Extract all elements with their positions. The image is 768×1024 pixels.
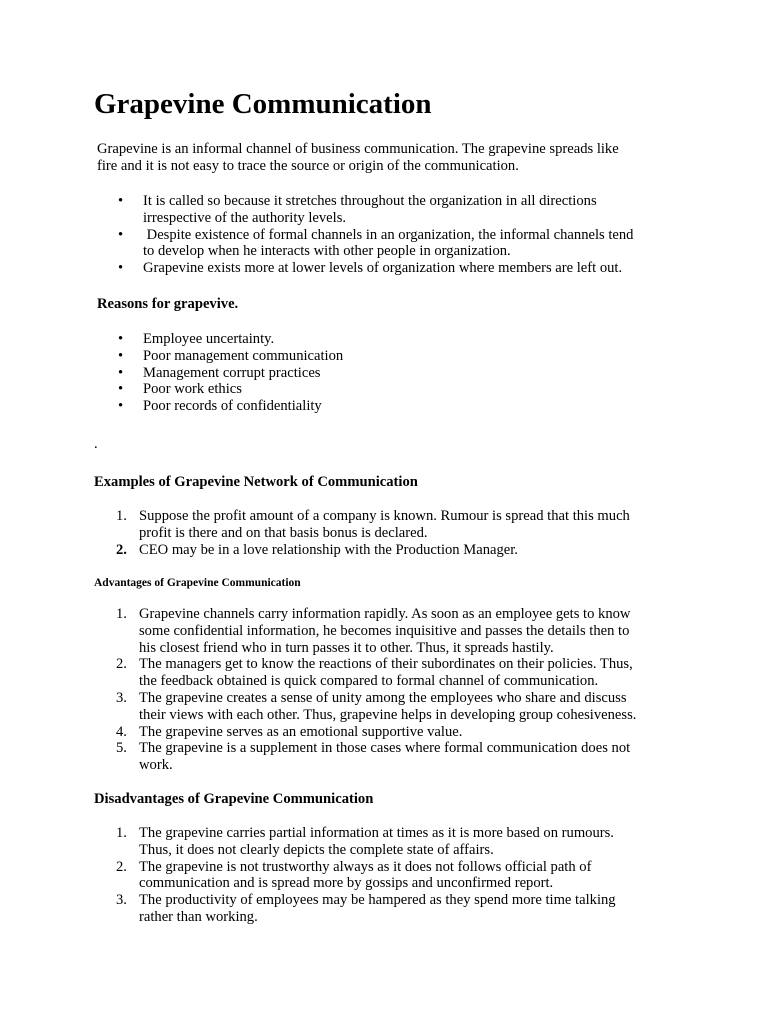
list-item-text: Management corrupt practices: [143, 364, 321, 381]
list-item-text: Poor work ethics: [143, 381, 242, 398]
advantages-heading: Advantages of Grapevine Communication: [94, 577, 301, 589]
bullet-icon: •: [118, 381, 124, 398]
list-item: [0, 690, 760, 724]
intro-line: Grapevine is an informal channel of business communication. The grapevine spreads like: [97, 141, 619, 157]
list-item: [0, 331, 760, 348]
list-item-text: profit is there and on that basis bonus is declared.: [139, 524, 428, 541]
list-item: [0, 260, 760, 277]
list-item-text: irrespective of the authority levels.: [143, 209, 347, 226]
list-item-text: The grapevine is a supplement in those cases where formal communication does not: [139, 740, 631, 757]
list-item-text: Employee uncertainty.: [143, 331, 275, 347]
list-item: [0, 724, 760, 741]
list-item-text: The productivity of employees may be hampered as they spend more time talking: [139, 892, 616, 909]
list-item: [0, 892, 760, 926]
intro-bullet-list: [0, 193, 760, 277]
list-item-text: The managers get to know the reactions of their subordinates on their policies. Thus,: [139, 656, 633, 673]
bullet-icon: •: [118, 260, 124, 277]
list-item: [0, 365, 760, 382]
list-item-text: CEO may be in a love relationship with the Production Manager.: [139, 541, 518, 558]
disadvantages-list: [0, 825, 760, 926]
list-item-text: their views with each other. Thus, grapevine helps in developing group cohesiveness.: [139, 706, 637, 723]
list-item-text: communication and is spread more by gossips and unconfirmed report.: [139, 875, 554, 892]
advantages-list: [0, 606, 760, 774]
list-number: 4.: [116, 723, 127, 740]
list-number: 2.: [116, 656, 127, 673]
list-item-text: to develop when he interacts with other people in organization.: [143, 243, 511, 260]
list-item-text: The grapevine serves as an emotional supportive value.: [139, 723, 463, 740]
list-item: [0, 508, 760, 542]
bullet-icon: •: [118, 193, 124, 209]
list-item-text: Despite existence of formal channels in an organization, the informal channels tend: [143, 226, 634, 243]
reasons-list: [0, 331, 760, 415]
list-item-text: Poor records of confidentiality: [143, 398, 322, 415]
list-item-text: Thus, it does not clearly depicts the complete state of affairs.: [139, 841, 494, 858]
list-number: 2.: [116, 541, 127, 558]
list-number: 3.: [116, 689, 127, 706]
list-item: [0, 227, 760, 261]
bullet-icon: •: [118, 347, 124, 364]
bullet-icon: •: [118, 226, 124, 243]
examples-list: [0, 508, 760, 558]
list-item: [0, 656, 760, 690]
list-item-text: work.: [139, 757, 173, 774]
list-item-text: The grapevine carries partial information at times as it is more based on rumours.: [139, 825, 614, 841]
list-item-text: some confidential information, he becomes inquisitive and passes the details then to: [139, 622, 630, 639]
intro-line: fire and it is not easy to trace the source or origin of the communication.: [97, 157, 519, 174]
reasons-heading: Reasons for grapevive.: [97, 296, 239, 312]
intro-paragraph: [97, 141, 687, 175]
stray-dot: .: [94, 436, 98, 452]
list-item-text: his closest friend who in turn passes it to other. Thus, it spreads hastily.: [139, 639, 554, 656]
examples-heading: Examples of Grapevine Network of Communication: [94, 474, 418, 490]
bullet-icon: •: [118, 331, 124, 347]
disadvantages-heading: Disadvantages of Grapevine Communication: [94, 791, 374, 807]
bullet-icon: •: [118, 364, 124, 381]
list-number: 1.: [116, 825, 127, 841]
list-item-text: the feedback obtained is quick compared to formal channel of communication.: [139, 673, 599, 690]
list-number: 5.: [116, 740, 127, 757]
list-number: 2.: [116, 858, 127, 875]
list-number: 1.: [116, 606, 127, 622]
list-item: [0, 348, 760, 365]
list-item: [0, 542, 760, 559]
list-item: [0, 740, 760, 774]
list-item-text: The grapevine creates a sense of unity among the employees who share and discuss: [139, 689, 627, 706]
list-item-text: Grapevine channels carry information rapidly. As soon as an employee gets to know: [139, 606, 631, 622]
list-item-text: It is called so because it stretches throughout the organization in all directions: [143, 193, 597, 209]
list-item-text: rather than working.: [139, 908, 258, 925]
list-item: [0, 193, 760, 227]
list-item: [0, 398, 760, 415]
list-item: [0, 825, 760, 859]
bullet-icon: •: [118, 398, 124, 415]
list-item-text: Suppose the profit amount of a company is known. Rumour is spread that this much: [139, 508, 630, 524]
page-title: Grapevine Communication: [94, 88, 432, 120]
list-item: [0, 606, 760, 656]
list-number: 3.: [116, 892, 127, 909]
list-item-text: Poor management communication: [143, 347, 344, 364]
list-item: [0, 381, 760, 398]
list-item-text: The grapevine is not trustworthy always as it does not follows official path of: [139, 858, 592, 875]
list-item: [0, 859, 760, 893]
list-number: 1.: [116, 508, 127, 524]
list-item-text: Grapevine exists more at lower levels of organization where members are left out.: [143, 260, 623, 277]
